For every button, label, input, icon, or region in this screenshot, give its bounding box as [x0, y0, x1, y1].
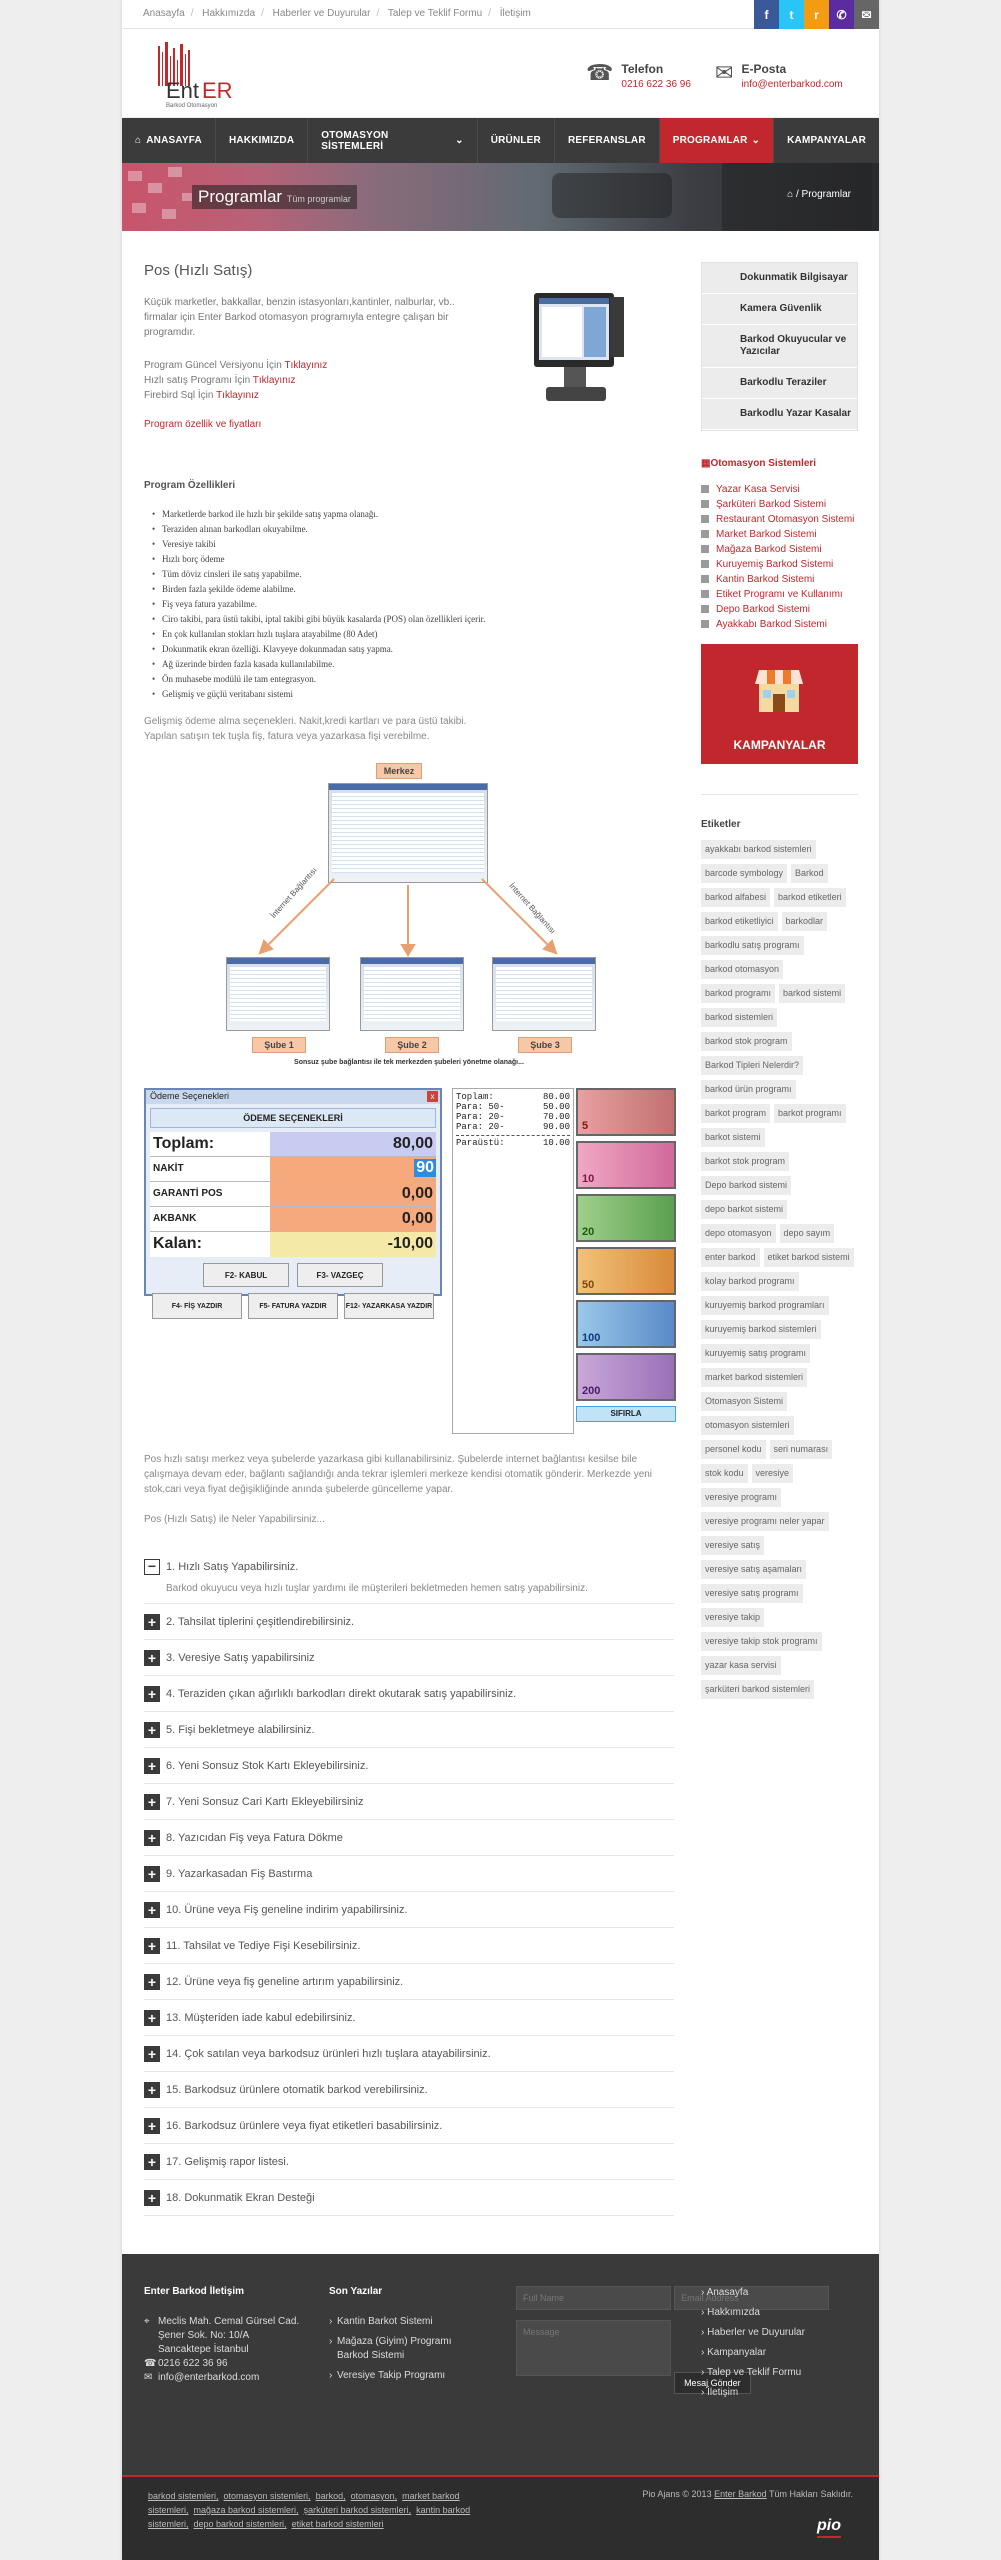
- tag-link[interactable]: veresiye satış: [701, 1536, 764, 1555]
- bottom-link[interactable]: etiket barkod sistemleri: [291, 2519, 384, 2529]
- bottom-link[interactable]: otomasyon sistemleri,: [223, 2491, 311, 2501]
- system-link[interactable]: Market Barkod Sistemi: [701, 527, 858, 542]
- tags-title: Etiketler: [701, 819, 741, 830]
- tag-link[interactable]: Barkod Tipleri Nelerdir?: [701, 1056, 803, 1075]
- footer: [122, 2254, 879, 2475]
- sidebar-item[interactable]: Barkodlu Teraziler: [702, 368, 857, 399]
- top-link-home[interactable]: Anasayfa: [143, 8, 185, 19]
- payment-window: [144, 1088, 442, 1310]
- tag-link[interactable]: market barkod sistemleri: [701, 1368, 807, 1387]
- tag-link[interactable]: barkot program: [701, 1104, 770, 1123]
- tag-link[interactable]: veresiye satış programı: [701, 1584, 803, 1603]
- reset-button[interactable]: SIFIRLA: [576, 1406, 676, 1422]
- tag-link[interactable]: barkot sistemi: [701, 1128, 765, 1147]
- phone-title: Telefon: [621, 62, 664, 76]
- nav-about[interactable]: HAKKIMIZDA: [216, 118, 308, 163]
- footer-link[interactable]: › Anasayfa: [701, 2287, 749, 2298]
- accordion-item[interactable]: + 14. Çok satılan veya barkodsuz ürünleri hızlı tuşlara atayabilirsiniz.: [144, 2036, 674, 2072]
- sidebar-item[interactable]: Kamera Güvenlik: [702, 294, 857, 325]
- plus-icon[interactable]: +: [144, 2082, 160, 2098]
- plus-icon[interactable]: +: [144, 1758, 160, 1774]
- tag-link[interactable]: barkod sistemi: [779, 984, 845, 1003]
- plus-icon[interactable]: +: [144, 1902, 160, 1918]
- pio-logo[interactable]: pio: [817, 2517, 841, 2538]
- nav-programs[interactable]: PROGRAMLAR ⌄: [660, 118, 774, 163]
- footer-form: [516, 2286, 879, 2394]
- tag-link[interactable]: barkot stok program: [701, 1152, 789, 1171]
- footer-contact-title: Enter Barkod İletişim: [144, 2286, 245, 2297]
- list-item: • Fiş veya fatura yazabilme.: [152, 597, 674, 612]
- receipt-line: Para: 50- 50.00: [456, 1102, 570, 1112]
- campaign-label: KAMPANYALAR: [733, 738, 826, 752]
- plus-icon[interactable]: +: [144, 1722, 160, 1738]
- system-link[interactable]: Mağaza Barkod Sistemi: [701, 542, 858, 557]
- plus-icon[interactable]: +: [144, 2154, 160, 2170]
- tag-link[interactable]: kuruyemiş barkod programları: [701, 1296, 829, 1315]
- firebird-link[interactable]: Tıklayınız: [216, 390, 259, 401]
- arrow-right-label: İnternet Bağlantısı: [507, 881, 558, 936]
- phone-icon[interactable]: ✆: [829, 0, 854, 29]
- system-link[interactable]: Kuruyemiş Barkod Sistemi: [701, 557, 858, 572]
- banknote-5-button[interactable]: 5: [576, 1088, 676, 1136]
- tag-link[interactable]: barkod stok program: [701, 1032, 792, 1051]
- links-block: Program Güncel Versiyonu İçin Tıklayınız Hızlı satış Programı İçin Tıklayınız Firebird Sql İçin Tıklayınız Program özellik ve fiyatları: [144, 358, 674, 432]
- tag-link[interactable]: veresiye satış aşamaları: [701, 1560, 806, 1579]
- tag-link[interactable]: şarküteri barkod sistemleri: [701, 1680, 814, 1699]
- system-link[interactable]: Yazar Kasa Servisi: [701, 482, 858, 497]
- phone-handset-icon: ☎: [586, 60, 614, 85]
- tag-link[interactable]: barkodlar: [782, 912, 828, 931]
- accordion-item[interactable]: + 12. Ürüne veya fiş geneline artırım yapabilirsiniz.: [144, 1964, 674, 2000]
- footer-post-link[interactable]: › Mağaza (Giyim) Programı Barkod Sistemi: [329, 2336, 452, 2361]
- row-akbank: AKBANK 0,00: [150, 1207, 436, 1232]
- tag-link[interactable]: barkod etiketleri: [774, 888, 846, 907]
- top-link-news[interactable]: Haberler ve Duyurular: [272, 8, 371, 19]
- system-link[interactable]: Restaurant Otomasyon Sistemi: [701, 512, 858, 527]
- close-icon[interactable]: x: [427, 1091, 438, 1102]
- accordion-item[interactable]: + 18. Dokunmatik Ekran Desteği: [144, 2180, 674, 2216]
- logo-text-2: ER: [202, 78, 232, 103]
- center-label: Merkez: [376, 763, 422, 779]
- version-link[interactable]: Tıklayınız: [284, 360, 328, 371]
- plus-icon[interactable]: +: [144, 1650, 160, 1666]
- map-marker-icon: ⌖: [144, 2316, 150, 2327]
- minus-icon[interactable]: −: [144, 1559, 160, 1575]
- tag-link[interactable]: barkod ürün programı: [701, 1080, 796, 1099]
- logo-subtext: Barkod Otomasyon: [166, 103, 218, 109]
- tag-link[interactable]: veresiye takip stok programı: [701, 1632, 822, 1651]
- row-cash: NAKİT 90: [150, 1157, 436, 1182]
- home-icon: ⌂: [135, 135, 142, 146]
- cancel-button[interactable]: F3- VAZGEÇ: [297, 1263, 383, 1287]
- accordion-body: Barkod okuyucu veya hızlı tuşlar yardımı ile müşterileri bekletmeden hemen satış yapabilirsiniz.: [166, 1583, 588, 1594]
- confirm-buttons: [146, 1263, 440, 1287]
- footer-post-link[interactable]: › Kantin Barkot Sistemi: [329, 2316, 433, 2327]
- accordion-item[interactable]: + 15. Barkodsuz ürünlere otomatik barkod verebilirsiniz.: [144, 2072, 674, 2108]
- bottom-link[interactable]: barkod,: [315, 2491, 346, 2501]
- tag-link[interactable]: veresiye programı: [701, 1488, 781, 1507]
- quick-sale-link[interactable]: Tıklayınız: [252, 375, 296, 386]
- footer-mail[interactable]: ✉ info@enterbarkod.com: [144, 2372, 260, 2383]
- branch-2-screen: [360, 957, 464, 1031]
- tag-link[interactable]: otomasyon sistemleri: [701, 1416, 794, 1435]
- plus-icon[interactable]: +: [144, 1794, 160, 1810]
- receipt-line: Para: 20- 90.00: [456, 1122, 570, 1132]
- plus-icon[interactable]: +: [144, 1974, 160, 1990]
- footer-post-link[interactable]: › Veresiye Takip Programı: [329, 2370, 446, 2381]
- payment-rows: [150, 1132, 436, 1257]
- sidebar-menu: [701, 262, 858, 431]
- tag-link[interactable]: barkod programı: [701, 984, 775, 1003]
- tag-link[interactable]: seri numarası: [770, 1440, 833, 1459]
- tag-link[interactable]: barkodlu satış programı: [701, 936, 804, 955]
- accordion-item[interactable]: + 6. Yeni Sonsuz Stok Kartı Ekleyebilirsiniz.: [144, 1748, 674, 1784]
- payment-header: ÖDEME SEÇENEKLERİ: [150, 1108, 436, 1128]
- list-item: • Ağ üzerinde birden fazla kasada kullanılabilme.: [152, 657, 674, 672]
- tag-link[interactable]: Depo barkod sistemi: [701, 1176, 791, 1195]
- banner-title: Programlar Tüm programlar: [192, 185, 357, 209]
- tag-link[interactable]: barkod otomasyon: [701, 960, 783, 979]
- email-address[interactable]: info@enterbarkod.com: [741, 79, 843, 90]
- list-item: • Dokunmatik ekran özelliği. Klavyeye dokunmadan satış yapma.: [152, 642, 674, 657]
- accordion-item[interactable]: − 1. Hızlı Satış Yapabilirsiniz. Barkod okuyucu veya hızlı tuşlar yardımı ile müşterileri bekletmeden hemen satış yapabilirsiniz.: [144, 1549, 674, 1604]
- bottom-link[interactable]: mağaza barkod sistemleri,: [193, 2505, 299, 2515]
- tag-link[interactable]: Otomasyon Sistemi: [701, 1392, 787, 1411]
- tag-link[interactable]: ayakkabı barkod sistemleri: [701, 840, 816, 859]
- tag-link[interactable]: depo barkot sistemi: [701, 1200, 787, 1219]
- tag-link[interactable]: kuruyemiş satış programı: [701, 1344, 810, 1363]
- footer-link[interactable]: › Kampanyalar: [701, 2347, 767, 2358]
- accordion-item[interactable]: + 17. Gelişmiş rapor listesi.: [144, 2144, 674, 2180]
- tag-link[interactable]: enter barkod: [701, 1248, 760, 1267]
- features-accordion: [144, 1549, 674, 2216]
- accordion-item[interactable]: + 10. Ürüne veya Fiş geneline indirim yapabilirsiniz.: [144, 1892, 674, 1928]
- bottom-links: [148, 2489, 478, 2531]
- window-titlebar: Ödeme Seçenekleri x: [146, 1090, 440, 1104]
- bottom-bar: [122, 2475, 879, 2560]
- logo-barcode-icon: [152, 32, 232, 114]
- accordion-item[interactable]: + 16. Barkodsuz ürünlere veya fiyat etiketleri basabilirsiniz.: [144, 2108, 674, 2144]
- nav-home[interactable]: ⌂ ANASAYFA: [122, 118, 216, 163]
- footer-posts: [329, 2286, 459, 2383]
- tag-link[interactable]: personel kodu: [701, 1440, 766, 1459]
- twitter-icon[interactable]: t: [779, 0, 804, 29]
- payment-text: Gelişmiş ödeme alma seçenekleri. Nakit,kredi kartları ve para üstü takibi. Yapılan satışın tek tuşla fiş, fatura veya yazarkasa fişi verebilme.: [144, 716, 467, 742]
- plus-icon[interactable]: +: [144, 1866, 160, 1882]
- footer-link[interactable]: › Haberler ve Duyurular: [701, 2327, 805, 2338]
- system-link[interactable]: Şarküteri Barkod Sistemi: [701, 497, 858, 512]
- main-nav: [122, 118, 879, 163]
- bottom-link[interactable]: market barkod sistemleri,: [148, 2491, 460, 2515]
- print-invoice-button[interactable]: F5- FATURA YAZDIR: [248, 1293, 338, 1319]
- banknote-10-button[interactable]: 10: [576, 1141, 676, 1189]
- facebook-icon[interactable]: f: [754, 0, 779, 29]
- sidebar-item[interactable]: Barkod Okuyucular ve Yazıcılar: [702, 325, 857, 368]
- page-container: [122, 0, 879, 2560]
- accordion-item[interactable]: + 9. Yazarkasadan Fiş Bastırma: [144, 1856, 674, 1892]
- footer-phone: ☎ 0216 622 36 96: [144, 2358, 228, 2369]
- footer-posts-title: Son Yazılar: [329, 2286, 383, 2297]
- envelope-icon: ✉: [715, 60, 734, 85]
- tag-link[interactable]: etiket barkod sistemi: [764, 1248, 854, 1267]
- plus-icon[interactable]: +: [144, 1614, 160, 1630]
- breadcrumb: ⌂ / Programlar: [787, 189, 851, 200]
- banknote-buttons: [576, 1088, 676, 1422]
- header-email: [715, 62, 843, 90]
- bottom-link[interactable]: barkod sistemleri,: [148, 2491, 219, 2501]
- intro-text: Küçük marketler, bakkallar, benzin istasyonları,kantinler, nalburlar, vb.. firmalar için Enter Barkod otomasyon programıyla entegre çalışan bir programdır.: [144, 297, 455, 338]
- branch-diagram: [144, 759, 674, 1049]
- shop-icon: [749, 660, 809, 720]
- list-item: • Veresiye takibi: [152, 537, 674, 552]
- tag-link[interactable]: yazar kasa servisi: [701, 1656, 781, 1675]
- list-item: • Birden fazla şekilde ödeme alabilme.: [152, 582, 674, 597]
- receipt-line: Para: 20- 70.00: [456, 1112, 570, 1122]
- bottom-link[interactable]: kantin barkod sistemleri,: [148, 2505, 471, 2529]
- tag-link[interactable]: barkod sistemleri: [701, 1008, 777, 1027]
- footer-link[interactable]: › Talep ve Teklif Formu: [701, 2367, 802, 2378]
- site-header: [122, 29, 879, 118]
- pos-terminal-image: [526, 285, 626, 415]
- price-link[interactable]: Program özellik ve fiyatları: [144, 419, 262, 430]
- tag-link[interactable]: Barkod: [791, 864, 828, 883]
- plus-icon[interactable]: +: [144, 2190, 160, 2206]
- tag-link[interactable]: stok kodu: [701, 1464, 748, 1483]
- tag-link[interactable]: kuruyemiş barkod sistemleri: [701, 1320, 821, 1339]
- system-link[interactable]: Kantin Barkod Sistemi: [701, 572, 858, 587]
- site-logo[interactable]: [152, 32, 232, 114]
- branch-1-screen: [226, 957, 330, 1031]
- accordion-item[interactable]: + 11. Tahsilat ve Tediye Fişi Kesebilirsiniz.: [144, 1928, 674, 1964]
- plus-icon[interactable]: +: [144, 1830, 160, 1846]
- list-item: • Tüm döviz cinsleri ile satış yapabilme.: [152, 567, 674, 582]
- tag-cloud: [701, 840, 858, 1704]
- branch-3-label: Şube 3: [518, 1037, 572, 1053]
- envelope-icon: ✉: [144, 2372, 153, 2383]
- footer-link[interactable]: › Hakkımızda: [701, 2307, 760, 2318]
- system-link[interactable]: Depo Barkod Sistemi: [701, 602, 858, 617]
- top-link-contact[interactable]: İletişim: [499, 8, 531, 19]
- plus-icon[interactable]: +: [144, 1686, 160, 1702]
- print-buttons: [146, 1293, 440, 1319]
- top-link-request[interactable]: Talep ve Teklif Formu: [387, 8, 483, 19]
- page-title: Pos (Hızlı Satış): [144, 262, 253, 279]
- phone-icon: ☎: [144, 2358, 157, 2369]
- chevron-down-icon: ⌄: [455, 135, 464, 146]
- tag-link[interactable]: depo sayım: [780, 1224, 835, 1243]
- sync-paragraph: Pos hızlı satışı merkez veya şubelerde yazarkasa gibi kullanabilirsiniz. Şubelerde internet bağlantısı kesilse bile çalışmaya devam eder, bağlantı sağlandığı anda tekrar işlemleri merkeze kendisi otomatik gönderir. Merkezde yeni stok,cari veya fiyat değişikliğinde anında şubelerde güncelleme yapar.: [144, 1454, 653, 1495]
- banner-subtitle: Tüm programlar: [286, 194, 351, 204]
- sidebar-item[interactable]: Dokunmatik Bilgisayar: [702, 263, 857, 294]
- name-input[interactable]: [516, 2286, 671, 2310]
- bottom-link[interactable]: otomasyon,: [350, 2491, 398, 2501]
- top-links: Anasayfa / Hakkımızda / Haberler ve Duyurular / Talep ve Teklif Formu / İletişim: [143, 8, 531, 19]
- list-item: • Marketlerde barkod ile hızlı bir şekilde satış yapma olanağı.: [152, 507, 674, 522]
- accordion-item[interactable]: + 5. Fişi bekletmeye alabilirsiniz.: [144, 1712, 674, 1748]
- branch-2-label: Şube 2: [385, 1037, 439, 1053]
- list-item: • Teraziden alınan barkodları okuyabilme.: [152, 522, 674, 537]
- systems-list: [701, 482, 858, 632]
- send-message-button[interactable]: Mesaj Gönder: [674, 2372, 751, 2394]
- page-banner: [122, 163, 879, 231]
- mail-icon[interactable]: ✉: [854, 0, 879, 29]
- row-garanti: GARANTİ POS 0,00: [150, 1182, 436, 1207]
- nav-products[interactable]: ÜRÜNLER: [478, 118, 555, 163]
- home-icon[interactable]: ⌂: [787, 189, 794, 200]
- tag-link[interactable]: veresiye programı neler yapar: [701, 1512, 829, 1531]
- footer-address: ⌖ Meclis Mah. Cemal Gürsel Cad. Şener Sok. No: 10/A Sancaktepe İstanbul: [144, 2316, 300, 2355]
- breadcrumb-current: Programlar: [801, 189, 851, 200]
- receipt-line: Paraüstü: 10.00: [456, 1135, 570, 1148]
- list-item: • Ciro takibi, para üstü takibi, iptal takibi gibi büyük kasalarda (POS) olan özellikleri içerir.: [152, 612, 674, 627]
- tag-link[interactable]: veresiye: [752, 1464, 794, 1483]
- tag-link[interactable]: barcode symbology: [701, 864, 787, 883]
- accordion-item[interactable]: + 4. Teraziden çıkan ağırlıklı barkodları direkt okutarak satış yapabilirsiniz.: [144, 1676, 674, 1712]
- phone-number[interactable]: 0216 622 36 96: [621, 79, 691, 90]
- banknote-50-button[interactable]: 50: [576, 1247, 676, 1295]
- header-phone: [586, 62, 691, 90]
- features-title: Program Özellikleri: [144, 480, 236, 491]
- accordion-item[interactable]: + 7. Yeni Sonsuz Cari Kartı Ekleyebilirsiniz: [144, 1784, 674, 1820]
- accordion-item[interactable]: + 3. Veresiye Satış yapabilirsiniz: [144, 1640, 674, 1676]
- plus-icon[interactable]: +: [144, 2046, 160, 2062]
- footer-link[interactable]: › İletişim: [701, 2387, 739, 2398]
- list-item: • En çok kullanılan stokları hızlı tuşlara atayabilme (80 Adet): [152, 627, 674, 642]
- chevron-down-icon: ⌄: [751, 135, 761, 146]
- rss-icon[interactable]: r: [804, 0, 829, 29]
- features-list: [152, 507, 674, 702]
- list-item: • Hızlı borç ödeme: [152, 552, 674, 567]
- print-receipt-button[interactable]: F4- FİŞ YAZDIR: [152, 1293, 242, 1319]
- payment-screenshot: [144, 1088, 674, 1436]
- features-intro: Pos (Hızlı Satış) ile Neler Yapabilirsiniz...: [144, 1514, 325, 1525]
- plus-icon[interactable]: +: [144, 1938, 160, 1954]
- nav-automation[interactable]: OTOMASYON SİSTEMLERİ ⌄: [308, 118, 477, 163]
- footer-links: [701, 2286, 805, 2406]
- footer-contact: [144, 2286, 299, 2385]
- branch-1-label: Şube 1: [252, 1037, 306, 1053]
- tag-link[interactable]: kolay barkod programı: [701, 1272, 799, 1291]
- receipt-line: Toplam: 80.00: [456, 1092, 570, 1102]
- list-item: • Ön muhasebe modülü ile tam entegrasyon.: [152, 672, 674, 687]
- arrow-left-label: İnternet Bağlantısı: [268, 865, 319, 920]
- banknote-100-button[interactable]: 100: [576, 1300, 676, 1348]
- list-item: • Gelişmiş ve güçlü veritabanı sistemi: [152, 687, 674, 702]
- logo-text-1: Ent: [166, 78, 200, 103]
- plus-icon[interactable]: +: [144, 2118, 160, 2134]
- copyright: Pio Ajans © 2013 Enter Barkod Tüm Hakları Saklıdır.: [642, 2489, 853, 2499]
- sidebar: [701, 262, 858, 1704]
- banknote-200-button[interactable]: 200: [576, 1353, 676, 1401]
- social-icons: [754, 0, 879, 29]
- sidebar-item[interactable]: Barkodlu Yazar Kasalar: [702, 399, 857, 430]
- nav-campaigns[interactable]: KAMPANYALAR: [787, 135, 866, 146]
- grid-icon: ▦: [701, 458, 711, 469]
- bottom-link[interactable]: şarküteri barkod sistemleri,: [303, 2505, 412, 2515]
- tag-link[interactable]: barkod etiketliyici: [701, 912, 778, 931]
- tag-link[interactable]: barkod alfabesi: [701, 888, 770, 907]
- email-title: E-Posta: [741, 62, 787, 76]
- accordion-item[interactable]: + 2. Tahsilat tiplerini çeşitlendirebilirsiniz.: [144, 1604, 674, 1640]
- accept-button[interactable]: F2- KABUL: [203, 1263, 289, 1287]
- receipt-panel: [452, 1088, 574, 1434]
- accordion-item[interactable]: + 13. Müşteriden iade kabul edebilirsiniz.: [144, 2000, 674, 2036]
- nav-references[interactable]: REFERANSLAR: [555, 118, 660, 163]
- branch-3-screen: [492, 957, 596, 1031]
- diagram-caption: Sonsuz şube bağlantısı ile tek merkezden şubeleri yönetme olanağı...: [294, 1059, 524, 1066]
- tag-link[interactable]: veresiye takip: [701, 1608, 764, 1627]
- tag-link[interactable]: barkot programı: [774, 1104, 846, 1123]
- message-input[interactable]: [516, 2320, 671, 2376]
- accordion-item[interactable]: + 8. Yazıcıdan Fiş veya Fatura Dökme: [144, 1820, 674, 1856]
- main-content: [144, 262, 674, 2216]
- row-total: Toplam: 80,00: [150, 1132, 436, 1157]
- tag-link[interactable]: depo otomasyon: [701, 1224, 776, 1243]
- banknote-20-button[interactable]: 20: [576, 1194, 676, 1242]
- system-link[interactable]: Etiket Programı ve Kullanımı: [701, 587, 858, 602]
- top-link-about[interactable]: Hakkımızda: [202, 8, 256, 19]
- top-bar: [122, 0, 879, 29]
- cash-input[interactable]: 90: [416, 1159, 434, 1176]
- system-link[interactable]: Ayakkabı Barkod Sistemi: [701, 617, 858, 632]
- plus-icon[interactable]: +: [144, 2010, 160, 2026]
- systems-title: ▦Otomasyon Sistemleri: [701, 458, 817, 469]
- row-remaining: Kalan: -10,00: [150, 1232, 436, 1257]
- copyright-brand-link[interactable]: Enter Barkod: [714, 2489, 767, 2499]
- print-register-button[interactable]: F12- YAZARKASA YAZDIR: [344, 1293, 434, 1319]
- campaign-banner[interactable]: [701, 644, 858, 764]
- bottom-link[interactable]: depo barkod sistemleri,: [193, 2519, 287, 2529]
